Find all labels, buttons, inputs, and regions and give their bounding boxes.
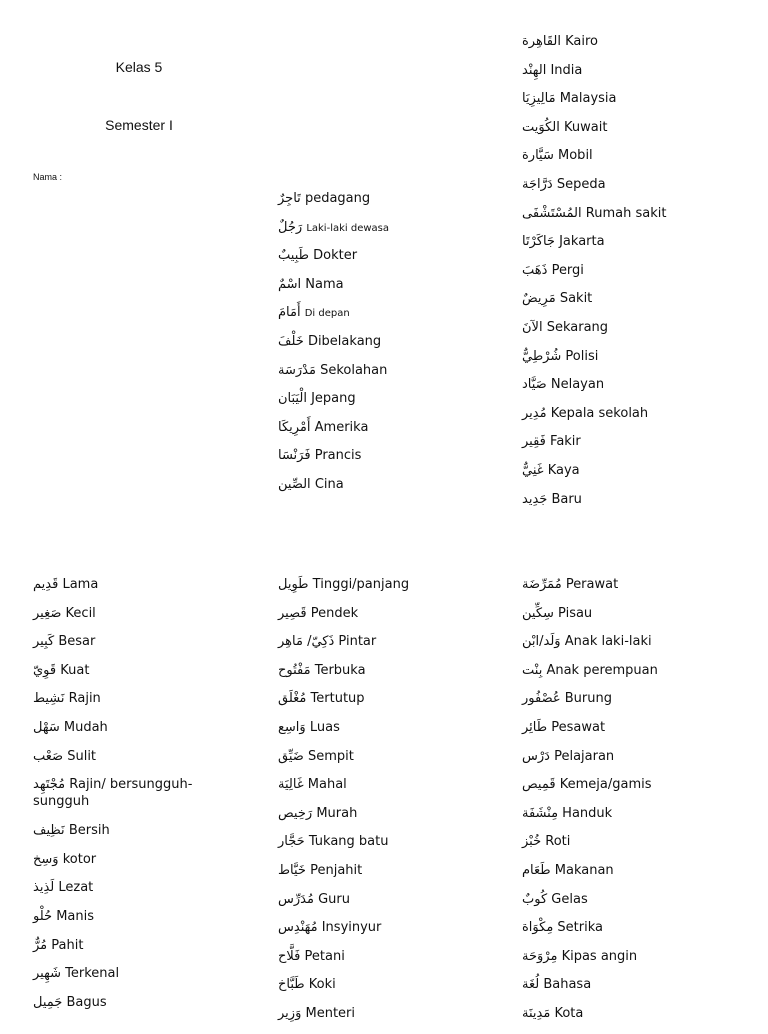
- indonesian-meaning: Perawat: [565, 577, 619, 592]
- arabic-word: سَهْل: [33, 719, 60, 735]
- vocab-entry: [522, 376, 754, 405]
- arabic-word: مِرْوَحَة: [522, 948, 558, 964]
- vocab-entry: [522, 805, 754, 834]
- vocab-entry: [522, 290, 754, 319]
- indonesian-meaning: Petani: [304, 948, 345, 964]
- vocab-entry: [278, 219, 510, 248]
- vocab-entry: [522, 690, 754, 719]
- indonesian-meaning: Prancis: [314, 448, 362, 464]
- indonesian-meaning: Sekolahan: [320, 362, 388, 378]
- indonesian-meaning: Dibelakang: [307, 333, 382, 349]
- indonesian-meaning: kotor: [62, 851, 97, 867]
- vocab-entry: [278, 333, 510, 362]
- arabic-word: اسْمٌ: [278, 276, 302, 292]
- indonesian-meaning: Koki: [308, 977, 336, 993]
- vocab-entry: [278, 919, 510, 948]
- indonesian-meaning: Pergi: [551, 262, 584, 278]
- vocab-entry: [522, 205, 754, 234]
- vocab-entry: [33, 776, 233, 822]
- indonesian-meaning: Lama: [62, 577, 99, 592]
- vocab-column-top-middle: [278, 190, 510, 505]
- arabic-word: طَائِر: [522, 719, 548, 735]
- arabic-word: مَدِينَة: [522, 1005, 551, 1021]
- vocab-entry: [278, 633, 510, 662]
- indonesian-meaning: Roti: [545, 834, 571, 850]
- indonesian-meaning: pedagang: [304, 191, 371, 206]
- indonesian-meaning: Bagus: [66, 994, 107, 1010]
- vocab-entry: [278, 690, 510, 719]
- indonesian-meaning: Nama: [305, 276, 344, 292]
- indonesian-meaning: Rumah sakit: [585, 205, 667, 221]
- arabic-word: حَجَّار: [278, 834, 305, 850]
- indonesian-meaning: Jepang: [311, 391, 356, 407]
- vocab-entry: [522, 891, 754, 920]
- indonesian-meaning: Murah: [316, 805, 358, 821]
- arabic-word: قَوِيّ: [33, 662, 57, 678]
- vocab-entry: [278, 447, 510, 476]
- indonesian-meaning: Penjahit: [310, 862, 363, 878]
- indonesian-meaning: Pelajaran: [554, 748, 615, 764]
- vocab-entry: [33, 879, 233, 908]
- indonesian-meaning: Pendek: [310, 605, 359, 621]
- arabic-word: طَبِيبٌ: [278, 248, 309, 264]
- arabic-word: تَاجِرٌ: [278, 191, 301, 206]
- vocab-entry: [278, 719, 510, 748]
- vocab-entry: [522, 948, 754, 977]
- arabic-word: مُدَرِّس: [278, 891, 314, 907]
- vocab-entry: [278, 276, 510, 305]
- vocab-entry: [278, 247, 510, 276]
- name-label: Nama :: [33, 172, 63, 182]
- vocab-entry: [522, 147, 754, 176]
- indonesian-meaning: Pesawat: [551, 719, 606, 735]
- vocab-entry: [33, 633, 233, 662]
- vocab-entry: [522, 405, 754, 434]
- indonesian-meaning: Kuat: [60, 662, 90, 678]
- arabic-word: الكُوَيت: [522, 119, 560, 135]
- indonesian-meaning: Sepeda: [556, 176, 606, 192]
- vocab-entry: [522, 319, 754, 348]
- arabic-word: ذَهَبَ: [522, 262, 548, 278]
- arabic-word: مُرٌّ: [33, 937, 48, 953]
- vocab-entry: [522, 119, 754, 148]
- arabic-word: خَيَّاط: [278, 862, 306, 878]
- vocab-entry: [278, 304, 510, 333]
- indonesian-meaning: Tukang batu: [308, 834, 389, 850]
- indonesian-meaning: Dokter: [313, 248, 358, 264]
- arabic-word: الصِّين: [278, 476, 311, 492]
- vocab-entry: [33, 937, 233, 966]
- indonesian-meaning: Sekarang: [546, 319, 609, 335]
- arabic-word: فَقِير: [522, 434, 546, 450]
- indonesian-meaning: Pintar: [338, 634, 377, 650]
- vocab-entry: [522, 433, 754, 462]
- vocab-entry: [522, 833, 754, 862]
- arabic-word: جَدِيد: [522, 491, 548, 507]
- vocab-entry: [522, 719, 754, 748]
- indonesian-meaning: Menteri: [305, 1005, 356, 1021]
- arabic-word: مُجْتَهِد: [33, 777, 66, 793]
- arabic-word: أَمَامَ: [278, 305, 301, 321]
- indonesian-meaning: Pisau: [558, 605, 593, 621]
- vocab-entry: [33, 994, 233, 1023]
- indonesian-meaning: Mudah: [63, 719, 108, 735]
- arabic-word: رَجُلٌ: [278, 219, 303, 235]
- arabic-word: كَبِير: [33, 634, 55, 650]
- vocab-entry: [33, 690, 233, 719]
- vocab-entry: [33, 822, 233, 851]
- arabic-word: جَمِيل: [33, 994, 63, 1010]
- vocab-entry: [522, 90, 754, 119]
- vocab-entry: [522, 576, 754, 605]
- arabic-word: مُغْلَق: [278, 691, 307, 707]
- arabic-word: سَيَّارة: [522, 148, 554, 164]
- vocab-entry: [522, 62, 754, 91]
- indonesian-meaning: Anak perempuan: [546, 662, 658, 678]
- indonesian-meaning: Guru: [318, 891, 350, 907]
- vocab-entry: [522, 862, 754, 891]
- arabic-word: شَهِير: [33, 966, 61, 982]
- vocab-entry: [278, 605, 510, 634]
- arabic-word: لَذِيذ: [33, 880, 55, 896]
- vocab-entry: [522, 748, 754, 777]
- arabic-word: مَفْتُوح: [278, 662, 311, 678]
- arabic-word: دَرْس: [522, 748, 550, 764]
- arabic-word: قَدِيم: [33, 577, 59, 592]
- arabic-word: صَغِير: [33, 605, 62, 621]
- indonesian-meaning: Terbuka: [314, 662, 366, 678]
- arabic-word: غَنِيٌّ: [522, 462, 544, 478]
- arabic-word: صَعْب: [33, 748, 64, 764]
- vocab-entry: [33, 576, 233, 605]
- vocab-entry: [278, 390, 510, 419]
- indonesian-meaning: Mahal: [307, 777, 347, 793]
- vocab-entry: [278, 976, 510, 1005]
- indonesian-meaning: Nelayan: [550, 377, 605, 393]
- vocab-entry: [522, 605, 754, 634]
- vocab-entry: [278, 190, 510, 219]
- indonesian-meaning: Makanan: [554, 862, 614, 878]
- indonesian-meaning: Manis: [56, 908, 95, 924]
- arabic-word: مُمَرِّضَة: [522, 577, 562, 592]
- arabic-word: وَاسِع: [278, 719, 306, 735]
- arabic-word: ضَيِّق: [278, 748, 304, 764]
- vocab-entry: [278, 476, 510, 505]
- arabic-word: الهِنْد: [522, 62, 547, 78]
- class-title: Kelas 5: [115, 59, 163, 75]
- indonesian-meaning: Baru: [551, 491, 582, 507]
- vocab-entry: [278, 748, 510, 777]
- arabic-word: عُصْفُور: [522, 691, 561, 707]
- vocab-entry: [278, 776, 510, 805]
- vocab-entry: [278, 833, 510, 862]
- indonesian-meaning: Laki-laki dewasa: [306, 222, 389, 234]
- vocab-entry: [522, 919, 754, 948]
- indonesian-meaning: Rajin: [68, 691, 101, 707]
- arabic-word: طَبَّاخ: [278, 977, 305, 993]
- vocab-entry: [33, 965, 233, 994]
- vocab-entry: [278, 1005, 510, 1034]
- arabic-word: فَرَنْسَا: [278, 448, 311, 464]
- arabic-word: رَخِيص: [278, 805, 313, 821]
- vocab-entry: [522, 976, 754, 1005]
- arabic-word: دَرَّاجَة: [522, 176, 553, 192]
- vocab-entry: [278, 362, 510, 391]
- arabic-word: كُوبٌ: [522, 891, 548, 907]
- indonesian-meaning: Besar: [58, 634, 96, 650]
- indonesian-meaning: Setrika: [557, 920, 603, 936]
- indonesian-meaning: Anak laki-laki: [564, 634, 652, 650]
- vocab-column-bottom-right: [522, 576, 754, 1034]
- arabic-word: خَلْفَ: [278, 333, 304, 349]
- vocab-entry: [278, 419, 510, 448]
- indonesian-meaning: Polisi: [565, 348, 599, 364]
- vocab-entry: [522, 1005, 754, 1034]
- arabic-word: لُغَة: [522, 977, 540, 993]
- vocab-entry: [522, 262, 754, 291]
- arabic-word: بِنْت: [522, 662, 543, 678]
- arabic-word: مُدِير: [522, 405, 547, 421]
- indonesian-meaning: Fakir: [550, 434, 581, 450]
- indonesian-meaning: Sempit: [307, 748, 354, 764]
- arabic-word: قَمِيص: [522, 777, 556, 793]
- indonesian-meaning: Pahit: [51, 937, 84, 953]
- vocab-entry: [33, 748, 233, 777]
- arabic-word: وَزِير: [278, 1005, 302, 1021]
- arabic-word: الآنَ: [522, 319, 543, 335]
- vocab-entry: [522, 176, 754, 205]
- indonesian-meaning: Handuk: [562, 805, 613, 821]
- indonesian-meaning: Jakarta: [559, 234, 605, 250]
- vocab-entry: [33, 908, 233, 937]
- vocab-entry: [33, 851, 233, 880]
- vocab-entry: [278, 576, 510, 605]
- arabic-word: شُرْطِيٌّ: [522, 348, 562, 364]
- indonesian-meaning: Kecil: [65, 605, 96, 621]
- vocab-entry: [522, 348, 754, 377]
- vocab-column-top-right: [522, 33, 754, 519]
- vocab-entry: [522, 462, 754, 491]
- arabic-word: أَمْرِيكَا: [278, 419, 311, 435]
- vocab-column-bottom-middle: [278, 576, 510, 1034]
- arabic-word: نَظِيف: [33, 823, 65, 839]
- indonesian-meaning: Tertutup: [310, 691, 365, 707]
- vocab-entry: [278, 891, 510, 920]
- indonesian-meaning: Di depan: [304, 308, 350, 320]
- indonesian-meaning: India: [550, 62, 583, 78]
- arabic-word: طَعَام: [522, 862, 551, 878]
- indonesian-meaning: Kota: [554, 1005, 584, 1021]
- indonesian-meaning: Kepala sekolah: [550, 405, 649, 421]
- indonesian-meaning: Kipas angin: [561, 948, 638, 964]
- indonesian-meaning: Kemeja/gamis: [559, 777, 652, 793]
- indonesian-meaning: Kaya: [547, 462, 580, 478]
- vocab-entry: [278, 862, 510, 891]
- indonesian-meaning: Amerika: [314, 419, 369, 435]
- arabic-word: المُسْتَشْفَى: [522, 205, 582, 221]
- arabic-word: صَيَّاد: [522, 377, 547, 393]
- arabic-word: وَسِخ: [33, 851, 59, 867]
- indonesian-meaning: Bersih: [68, 823, 110, 839]
- indonesian-meaning: Kairo: [565, 34, 598, 49]
- vocab-column-bottom-left: [33, 576, 233, 1022]
- arabic-word: نَشِيط: [33, 691, 65, 707]
- arabic-word: جَاكَرْتَا: [522, 234, 555, 250]
- vocab-entry: [33, 662, 233, 691]
- vocab-entry: [278, 805, 510, 834]
- vocab-entry: [522, 633, 754, 662]
- indonesian-meaning: Burung: [564, 691, 612, 707]
- indonesian-meaning: Luas: [309, 719, 340, 735]
- indonesian-meaning: Malaysia: [559, 91, 617, 107]
- vocab-entry: [522, 491, 754, 520]
- indonesian-meaning: Insyinyur: [321, 920, 382, 936]
- arabic-word: مِنْشَفَة: [522, 805, 559, 821]
- arabic-word: خُبْز: [522, 834, 542, 850]
- indonesian-meaning: Rajin/ bersungguh-sungguh: [33, 777, 193, 810]
- vocab-entry: [33, 605, 233, 634]
- vocab-entry: [278, 948, 510, 977]
- indonesian-meaning: Sulit: [67, 748, 97, 764]
- vocab-entry: [33, 719, 233, 748]
- arabic-word: سِكِّين: [522, 605, 554, 621]
- indonesian-meaning: Tinggi/panjang: [312, 577, 410, 592]
- vocab-entry: [278, 662, 510, 691]
- vocab-entry: [522, 33, 754, 62]
- indonesian-meaning: Lezat: [58, 880, 94, 896]
- arabic-word: مَالِيزِيَا: [522, 91, 556, 107]
- arabic-word: مَرِيضٌ: [522, 291, 556, 307]
- indonesian-meaning: Gelas: [551, 891, 588, 907]
- vocab-entry: [522, 662, 754, 691]
- indonesian-meaning: Bahasa: [543, 977, 592, 993]
- vocab-entry: [522, 776, 754, 805]
- indonesian-meaning: Terkenal: [65, 966, 120, 982]
- indonesian-meaning: Mobil: [558, 148, 593, 164]
- arabic-word: وَلَد/ابْن: [522, 634, 561, 650]
- indonesian-meaning: Cina: [314, 476, 344, 492]
- arabic-word: فَلَّاح: [278, 948, 301, 964]
- arabic-word: مُهَنْدِس: [278, 920, 318, 936]
- arabic-word: الْيَبَان: [278, 391, 307, 407]
- indonesian-meaning: Sakit: [559, 291, 593, 307]
- arabic-word: طَوِيل: [278, 577, 309, 592]
- arabic-word: غَالِيَة: [278, 777, 304, 793]
- arabic-word: حُلْو: [33, 908, 53, 924]
- indonesian-meaning: Kuwait: [564, 119, 608, 135]
- arabic-word: ذَكِيّ/ مَاهِر: [278, 634, 335, 650]
- semester-title: Semester I: [105, 117, 173, 133]
- vocab-entry: [522, 233, 754, 262]
- arabic-word: قَصِير: [278, 605, 307, 621]
- arabic-word: مِكْوَاة: [522, 920, 554, 936]
- arabic-word: القَاهِرة: [522, 34, 561, 49]
- arabic-word: مَدْرَسَة: [278, 362, 316, 378]
